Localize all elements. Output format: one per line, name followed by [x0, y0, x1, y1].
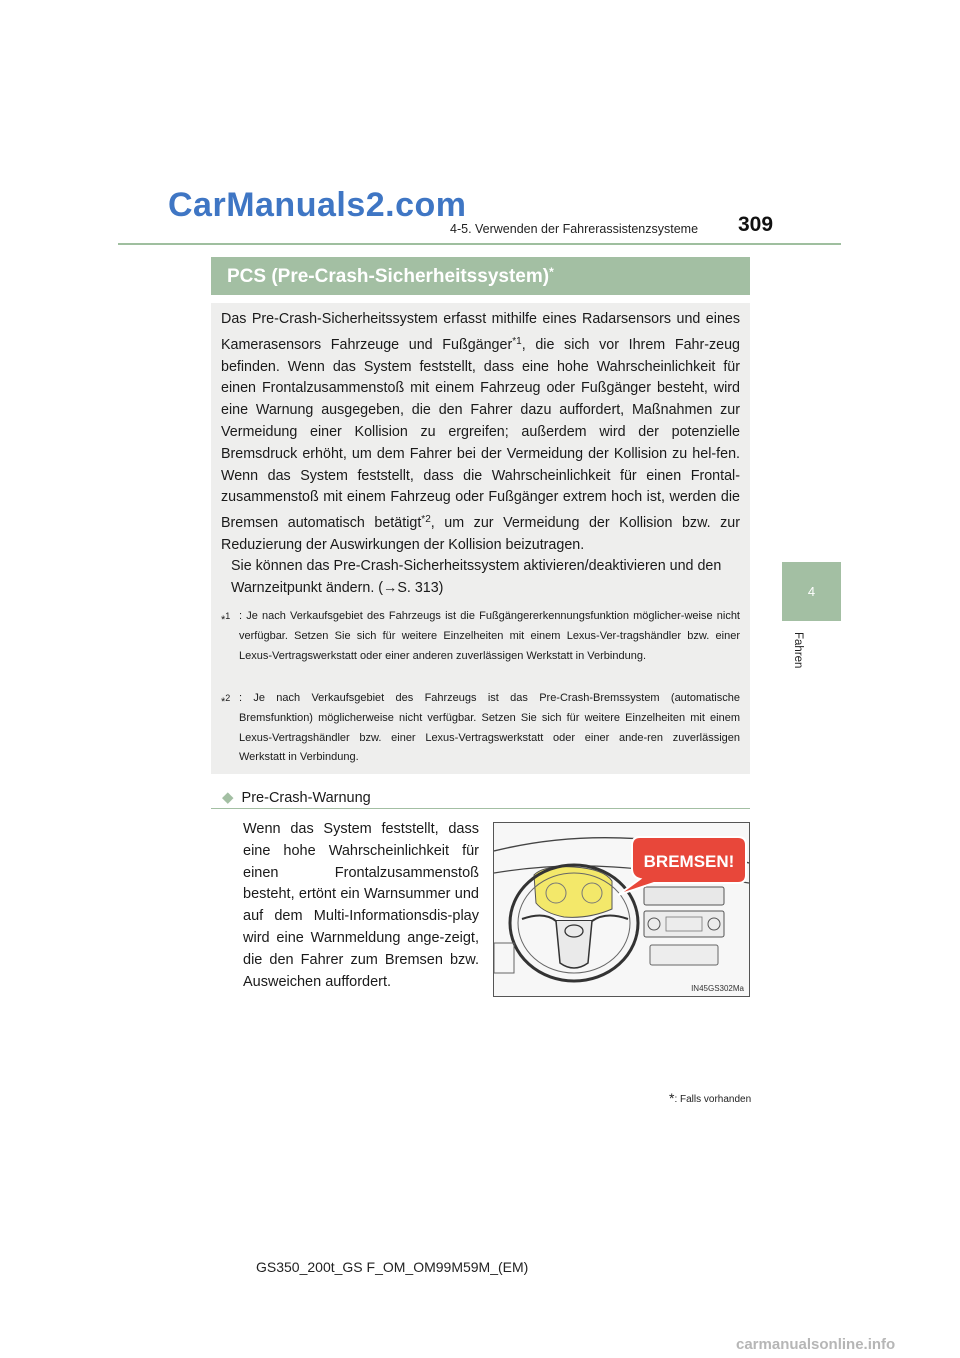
intro-part-2: , die sich vor Ihrem Fahr-zeug befinden. Wenn das System feststellt, dass eine hohe Wahrscheinlichkeit für einen Frontalzusammenstoß mit einem Fahrzeug oder Fußgänger besteht, wird eine Warnung ausgegeben, die den Fahrer dazu auffordert, Maßnahmen zur Vermeidung einer Kollision zu ergreifen; außerdem wird der potenzielle Bremsdruck erhöht, um dem Fahrer bei der Vermeidung der Kollision zu hel-fen. Wenn das System feststellt, dass die Wahrscheinlichkeit für einen Frontal-zusammenstoß mit einem Fahrzeug oder Fußgänger extrem hoch ist, werden die Bremsen automatisch betätigt [221, 336, 740, 532]
dashboard-drawing [494, 823, 749, 996]
intro-footnote-ref-1: *1 [512, 335, 522, 347]
pre-crash-warning-heading [222, 788, 371, 806]
section-title-text: PCS (Pre-Crash-Sicherheitssystem) [227, 266, 550, 287]
diamond-bullet-icon: ◆ [222, 789, 234, 806]
footnote-1-mark: *$^1$ [221, 611, 231, 626]
dashboard-illustration [493, 822, 750, 997]
sub-heading-divider [211, 808, 750, 809]
title-asterisk: * [549, 265, 554, 279]
bremsen-callout-label: BREMSEN! [643, 852, 735, 871]
intro-paragraph [221, 309, 740, 557]
intro-part-1: Das Pre-Crash-Sicherheitssystem erfasst mithilfe eines Radarsensors und eines Kamerasensors Fahrzeuge und Fußgänger [221, 311, 740, 353]
footnote-2-mark: *$^2$ [221, 693, 231, 708]
activate-note: Sie können das Pre-Crash-Sicherheitssystem aktivieren/deaktivieren und den Warnzeitpunkt ändern. (→S. 313) [231, 558, 722, 596]
footnote-1 [221, 607, 740, 666]
figure-code: IN45GS302Ma [691, 984, 744, 993]
intro-box [211, 303, 750, 774]
intro-part-3: , um zur Vermeidung der Kollision bzw. zur Reduzierung der Auswirkungen der Kollision beizutragen. [221, 515, 740, 553]
section-title-bar [211, 257, 750, 295]
header-divider [118, 243, 841, 245]
footer-manual-code: GS350_200t_GS F_OM_OM99M59M_(EM) [256, 1259, 529, 1275]
page-number: 309 [738, 213, 774, 236]
pre-crash-warning-text: Wenn das System feststellt, dass eine hohe Wahrscheinlichkeit für einen Frontalzusammenstoß besteht, ertönt ein Warnsummer und auf dem Multi-Informationsdis-play wird eine Warnmeldung ange-zeigt, die den Fahrer zum Bremsen bzw. Ausweichen auffordert. [243, 821, 479, 990]
chapter-number: 4 [807, 584, 816, 599]
chapter-label: Fahren [792, 632, 804, 669]
falls-vorhanden-text: : Falls vorhanden [674, 1094, 752, 1105]
carmanualsonline-watermark: carmanualsonline.info [736, 1336, 896, 1353]
falls-vorhanden-note [669, 1090, 751, 1106]
footnote-2 [221, 689, 740, 768]
section-reference: 4-5. Verwenden der Fahrerassistenzsysteme [450, 222, 699, 236]
footnote-1-text: : Je nach Verkaufsgebiet des Fahrzeugs ist die Fußgängererkennungsfunktion möglicher-weise nicht verfügbar. Setzen Sie sich für weitere Einzelheiten mit einem Lexus-Ver-tragshändler bzw. einer Lexus-Vertragswerkstatt oder einer anderen zuverlässigen Werkstatt in Verbindung. [239, 610, 740, 662]
section-title [227, 265, 554, 288]
chapter-tab [782, 562, 841, 621]
footnote-2-text: : Je nach Verkaufsgebiet des Fahrzeugs ist das Pre-Crash-Bremssystem (automatische Bremsfunktion) möglicherweise nicht verfügbar. Setzen Sie sich für weitere Einzelheiten mit einem Lexus-Vertragshändler bzw. einer Lexus-Vertragswerkstatt oder einer ande-ren zuverlässigen Werkstatt in Verbindung. [239, 692, 740, 764]
asterisk-icon: * [669, 1090, 675, 1106]
pre-crash-warning-heading-text: Pre-Crash-Warnung [241, 790, 371, 806]
carmanuals-watermark-top: CarManuals2.com [168, 186, 467, 224]
intro-footnote-ref-2: *2 [421, 514, 431, 526]
